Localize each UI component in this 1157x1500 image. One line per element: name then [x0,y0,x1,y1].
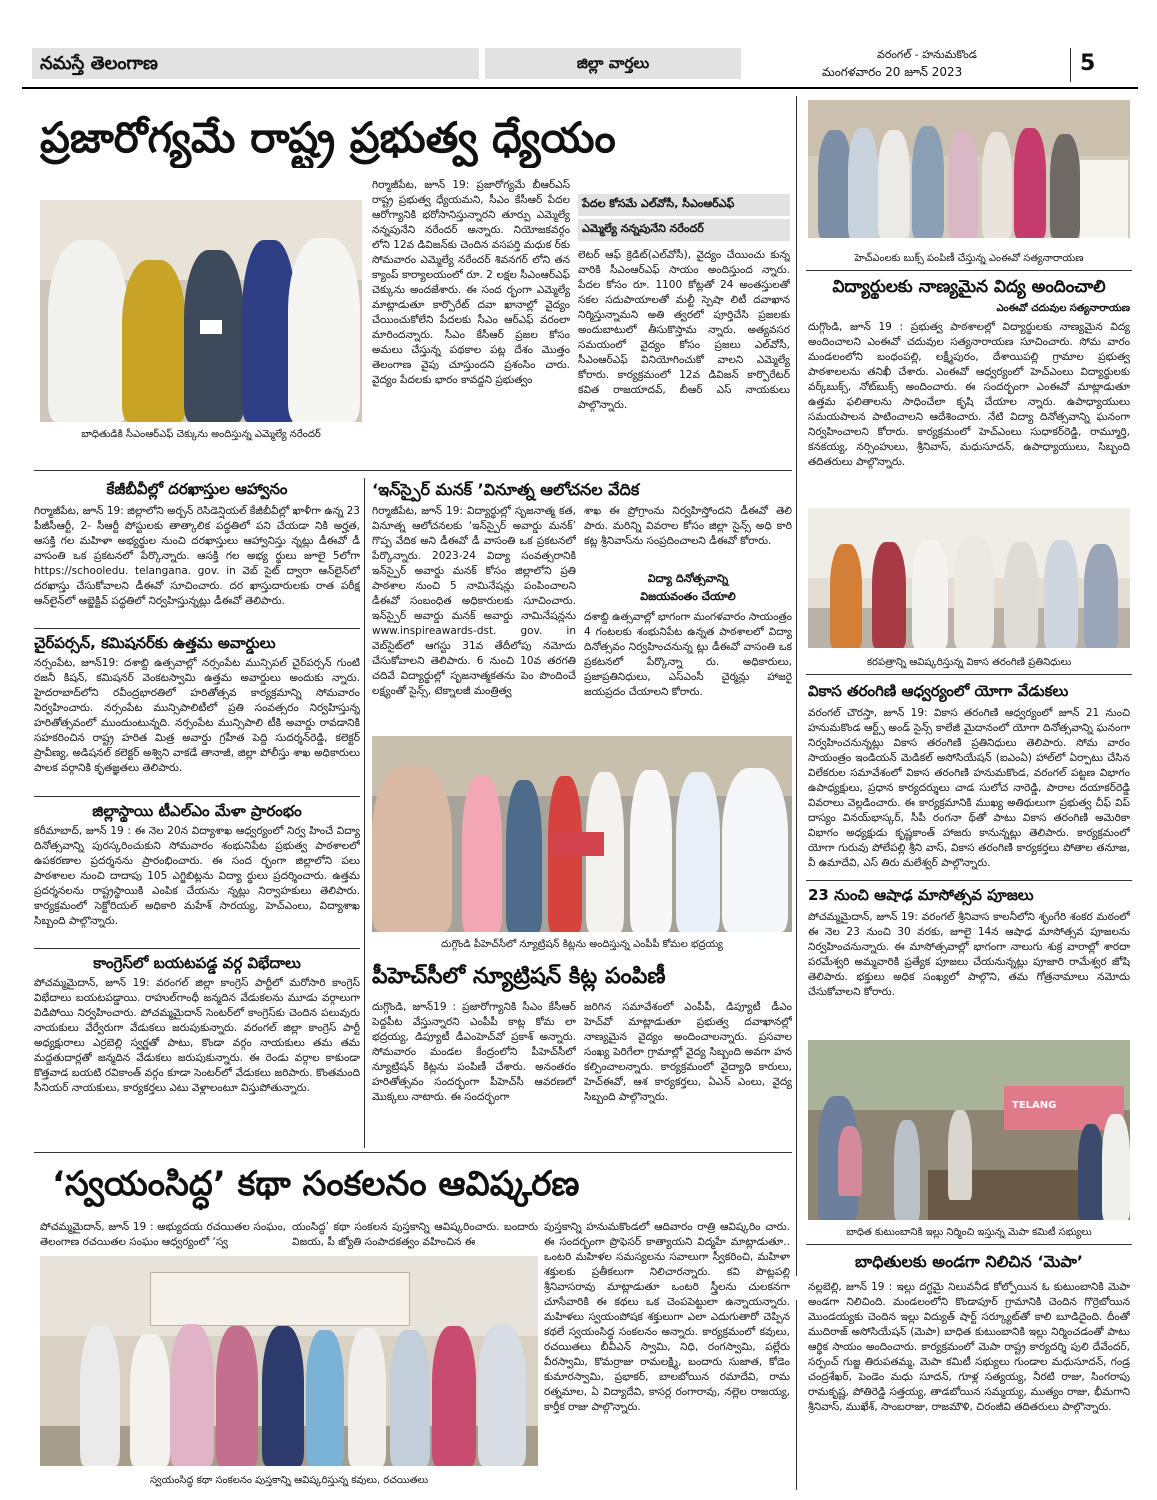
tlm-headline: జిల్లాస్థాయి టీఎల్‌ఎం మేళా ప్రారంభం [92,802,302,820]
kgbv-headline: కేజీబీవీల్లో దరఖాస్తుల ఆహ్వానం [106,480,288,498]
mepa-banner-text: TELANG [1012,1100,1057,1111]
swayam-intro-2: యంసిద్ధ’ కథా సంకలన పుస్తకాన్ని ఆవిష్కరించారు. బందారు విజయ, పీ జ్యోతి సంపాదకత్వం వహించిన ఈ [292,1221,538,1248]
swayam-photo-caption: స్వయంసిద్ధ కథా సంకలనం పుస్తకాన్ని ఆవిష్కరిస్తున్న కవులు, రచయితలు [149,1475,429,1486]
swayam-intro-1: పోచమ్మమైదాన్, జూన్ 19 : అభ్యుదయ రచయితల సంఘం, తెలంగాణ రచయితల సంఘం ఆధ్వర్యంలో ‘స్వ [40,1221,286,1248]
lead-subhead-2: ఎమ్మెల్యే నన్నపునేని నరేందర్ [578,219,790,241]
paper-name-bar [32,48,479,79]
nutrition-headline: పీహెచ్‌సీలో న్యూట్రిషన్ కిట్ల పంపిణీ [372,964,666,989]
inspire-subhead-1: విద్యా దినోత్సవాన్ని [647,572,729,585]
nutrition-body-col1: దుగ్గొండి, జూన్19 : ప్రజారోగ్యానికి సీఎం కేసీఆర్ పెద్దపీట వేస్తున్నారని ఎంపీపీ కాట్ల కోమ లా భద్రయ్య, డిప్యూటీ డీఎంహెచ్‌వో ప్రకాశ్ అన్నారు. సోమవారం మండల కేంద్రంలోని పీహెచ్‌సీలో న్యూట్రిషన్ కిట్లను పంపిణీ చేశారు. అనంతరం హరితోత్సవం సందర్భంగా పీహెచ్‌సీ ఆవరణలో మొక్కలు నాటారు. ఈ సందర్భంగా [372,1001,576,1103]
date-label: మంగళవారం 20 జూన్ 2023 [822,65,963,79]
edition-label: వరంగల్ - హనుమకొండ [877,48,977,61]
nutrition-body-col2: జరిగిన సమావేశంలో ఎంపీపీ, డిప్యూటీ డీఎం హెచ్‌వో మాట్లాడుతూ ప్రభుత్వ దవాఖానల్లో నాణ్యమైన వైద్యం అందించాలన్నారు. ప్రసవాల సంఖ్య పెరిగేలా గ్రామాల్లో వైద్య సిబ్బంది అవగా హన కల్పించాలన్నారు. కార్యక్రమంలో వైద్యాధి కారులు, హెచ్‌ఈవో, ఆశ కార్యకర్తలు, ఏఎన్ ఎంలు, వైద్య సిబ్బంది పాల్గొన్నారు. [584,1001,792,1103]
chairperson-headline: చైర్‌పర్సన్, కమిషనర్‌కు ఉత్తమ అవార్డులు [34,634,276,652]
mepa-body: నల్లబెల్లి, జూన్ 19 : ఇల్లు దగ్ధమై నిలువనీడ కోల్పోయిన ఓ కుటుంబానికి మెపా అండగా నిలిచింది. మండలంలోని కొండాపూర్ గ్రామానికి చెందిన గొర్రెబోయిన మొండయ్యకు చెందిన ఇల్లు విద్యుత్ షార్ట్ సర్క్యూట్‌తో కాలి బూడిదైంది. దీంతో ముదిరాజ్ అసోసియేషన్ (మెపా) బాధిత కుటుంబానికి ఇల్లు నిర్మించడంతో పాటు ఆర్థిక సాయం అందించారు. కార్యక్రమంలో మెపా రాష్ట్ర కార్యదర్శి పులి దేవేందర్, సర్పంచ్ గుజ్జ తిరుపతమ్మ, మెపా కమిటీ సభ్యులు గుండాల మధుసూదన్, గండ్ర చంద్రశేఖర్, పెండెం మధు సూదన్, గూళ్ల సత్యయ్య, నీరటి రాజు, సింగరాపు రామకృష్ణ, పోతిరెడ్డి సత్తయ్య, తాడబోయిన సమ్మయ్య, ముత్యం రాజు, భీమగాని శ్రీనివాస్, ముఖేశ్, సాంబరాజు, రాజమౌళి, చిరంజీవి తదితరులు పాల్గొన్నారు. [808,1281,1130,1413]
lead-subheads [578,194,790,241]
right-photo-mepa [808,1040,1130,1220]
right-photo-vikasa [808,508,1130,648]
section-name: జిల్లా వార్తలు [576,54,650,72]
lead-body-col2: లెటర్ ఆఫ్ క్రెడిట్(ఎల్‌వోసీ), వైద్యం చేయించు కున్న వారికి సీఎంఆర్‌ఎఫ్ సాయం అందిస్తుంద న్నారు. పేదల కోసం రూ. 1100 కోట్లతో 24 అంతస్తులతో సకల సదుపాయాలతో మల్టీ స్పెషా లిటీ దవాఖాన నిర్మిస్తున్నామని అతి త్వరలో పూర్తిచేసి ప్రజలకు అందుబాటులో తీసుకొస్తామ న్నారు. అత్యవసర సమయంలో వైద్యం కోసం ప్రజలు ఎల్‌వోసీ, సీఎంఆర్‌ఎఫ్ వినియోగించుకో వాలని ఎమ్మెల్యే కోరారు. కార్యక్రమంలో 12వ డివిజన్ కార్పొరేటర్ కవిత రాజయాదవ్, బీఆర్ ఎస్ నాయకులు పాల్గొన్నారు. [578,249,790,411]
education-subhead: ఎంఈవో చదువుల సత్యనారాయణ [996,303,1130,314]
nutrition-photo-caption: దుగ్గొండి పీహెచ్‌సీలో న్యూట్రిషన్ కిట్లను అందిస్తున్న ఎంపీపీ కోమల భద్రయ్య [441,939,723,950]
chairperson-body: నర్సంపేట, జూన్19: దశాబ్ది ఉత్సవాల్లో నర్సంపేట మున్సిపల్ చైర్‌పర్సన్ గుంటి రజనీ కిషన్, కమిషనర్ వెంకటస్వామి ఉత్తమ అవార్డులు అందుకు న్నారు. హైదరాబాద్‌లోని రవీంద్రభారతిలో హరితోత్సవ కార్యక్రమాన్ని సోమవారం నిర్వహించారు. నర్సంపేట మున్సిపాలిటీలో ప్రతి సంవత్సరం నిర్వహిస్తున్న హరితోత్సవంలో ముందుంటున్నది. నర్సంపేట మున్సిపాలి టీకి అవార్డు రావడానికి సహకరించిన రాష్ట్ర హరిత మిత్ర అవార్డు గ్రహీత పెద్ది సుదర్శన్‌రెడ్డి, కలెక్టర్ ప్రావీణ్య, అడిషనల్ కలెక్టర్ అశ్విని వాకడే తానాజీ, జిల్లా పోలీస్తు శాఖ అధికారులు పాలక వర్గానికి కృతజ్ఞతలు తెలిపారు. [34,657,360,774]
section-bar [485,48,741,79]
yoga-headline: వికాస తరంగిణి ఆధ్వర్యంలో యోగా వేడుకలు [808,682,1069,700]
right-photo-vikasa-caption: కరపత్రాన్ని ఆవిష్కరిస్తున్న వికాస తరంగిణి ప్రతినిధులు [866,657,1072,668]
education-headline: విద్యార్థులకు నాణ్యమైన విద్య అందించాలి [832,277,1106,297]
lead-headline: ప్రజారోగ్యమే రాష్ట్ర ప్రభుత్వ ధ్యేయం [40,113,616,162]
congress-body: పోచమ్మమైదాన్, జూన్ 19: వరంగల్ జిల్లా కాంగ్రెస్ పార్టీలో మరోసారి కాంగ్రెస్ విభేదాలు బయటపడ్డాయి. రాహుల్‌గాంధీ జన్మదిన వేడుకలను మూడు వర్గాలుగా విడిపోయి నిర్వహించారు. పోచమ్మమైదాన్ సెంటర్‌లో కాంగ్రెస్‌కు చెందిన పలువురు నాయకులు వేర్వేరుగా వేడుకలు జరుపుకున్నారు. వరంగల్ జిల్లా కాంగ్రెస్ పార్టీ అధ్యక్షురాలు ఎర్రబెల్లి స్వర్ణతో పాటు, కొండా వర్గం నాయకులు తమ తమ మద్దతుదార్లతో జన్మదిన వేడుకలు జరుపుకున్నారు. ఈ రెండు వర్గాల కాకుండా కొత్తవాడ బయటి రవికాంత్ వర్గం కూడా సెంటర్‌లో వేడుకలు జరిపారు. కొంతమంది సీనియర్ నాయకులు, కార్యకర్తలు ఎటు వెళ్లాలంటూ విస్తుపోతున్నారు. [34,977,360,1094]
lead-photo [40,200,362,422]
inspire-headline: ‘ఇన్‌స్పైర్ మనక్ ’వినూత్న ఆలోచనల వేదిక [372,480,640,499]
congress-headline: కాంగ్రెస్‌లో బయటపడ్డ వర్గ విభేదాలు [93,954,301,972]
inspire-subhead-2: విజయవంతం చేయాలి [640,590,736,603]
inspire-body-col2: శాఖ ఈ ప్రోగ్రాంను నిర్వహిస్తోందని డీఈవో తెలి పారు. మరిన్ని వివరాల కోసం జిల్లా సైన్స్ అధి కారి కట్ల శ్రీనివాస్‌ను సంప్రదించాలని డీఈవో కోరారు. [584,505,792,547]
masthead [22,44,1138,90]
swayam-headline: ‘స్వయంసిద్ధ’ కథా సంకలనం ఆవిష్కరణ [52,1164,580,1204]
education-body: దుగ్గొండి, జూన్ 19 : ప్రభుత్వ పాఠశాలల్లో విద్యార్థులకు నాణ్యమైన విద్య అందించాలని ఎంఈవో చదువుల సత్యనారాయణ సూచించారు. సోమ వారం మండలంలోని బంధంపల్లి, లక్ష్మీపురం, దేశాయిపల్లి గ్రామాల ప్రభుత్వ పాఠశాలలను తనిఖీ చేశారు. ఎంఈవో ఆధ్వర్యంలో హెచ్‌ఎంలు విద్యార్థులకు వర్క్‌బుక్స్, నోట్‌బుక్స్ అందించారు. ఈ సందర్భంగా ఎంఈవో మాట్లాడుతూ ఉత్తమ ఫలితాలను సాధించేలా కృషి చేయాల న్నారు. ఉపాధ్యాయులు సమయపాలన పాటించాలని ఆదేశించారు. నేటి విద్యా దినోత్సవాన్ని ఘనంగా నిర్వహించాలని కోరారు. కార్యక్రమంలో హెచ్‌ఎంలు సుధాకర్‌రెడ్డి, రామ్మూర్తి, కనకయ్య, నర్సింహులు, శ్రీనివాస్, మధుసూదన్, ఉపాధ్యాయులు, సిబ్బంది తదితరులు పాల్గొన్నారు. [808,321,1130,468]
lead-subhead-1: పేదల కోసమే ఎల్‌వోసీ, సీఎంఆర్‌ఎఫ్ [578,194,790,216]
swayam-body-col3: పుస్తకాన్ని హనుమకొండలో ఆదివారం రాత్రి ఆవిష్కరిం చారు. ఈ సందర్భంగా ప్రొఫెసర్ కాత్యాయని విద్మహే మాట్లాడుతూ.. ఒంటరి మహిళల సమస్యలను సవాలుగా స్వీకరించి, మహిళా శక్తులకు ప్రతీకలుగా నిలిచారన్నారు. కవి పొట్లపల్లి శ్రీనివాసరావు మాట్లాడుతూ ఒంటరి స్త్రీలను చులకనగా చూసేవారికి ఈ కథలు ఒక చెంపపెట్టులా ఉన్నాయన్నారు. మహిళలు స్వయంపోషక శక్తులుగా ఎలా ఎదుగుతారో చెప్పిన కథలే స్వయంసిద్ధ సంకలనం అన్నారు. కార్యక్రమంలో కవులు, రచయితలు బీవీఎన్ స్వామి, నిధి, రంగస్వామి, పల్లేరు వీరస్వామి, కొమర్రాజు రామలక్ష్మి, బందారు సుజాత, కోడెం కుమారస్వామి, ప్రభాకర్, బాలబోయిన రమాదేవి, రామ రత్నమాల, ఏ విద్యాదేవి, కాసర్ల రంగారావు, నల్లెల రాజయ్య, కార్తీక రాజు పాల్గొన్నారు. [544,1221,790,1413]
paper-name: నమస్తే తెలంగాణ [40,53,158,74]
lead-photo-caption: బాధితుడికి సీఎంఆర్‌ఎఫ్ చెక్కును అందిస్తున్న ఎమ్మెల్యే నరేందర్ [81,429,321,440]
right-photo-books-caption: హెచ్‌ఎంలకు బుక్స్ పంపిణీ చేస్తున్న ఎంఈవో సత్యనారాయణ [854,253,1084,264]
inspire-body-col1: గిర్మాజీపేట, జూన్ 19: విద్యార్థుల్లో సృజనాత్మ కత, వినూత్న ఆలోచనలకు ‘ఇన్‌స్పైర్ అవార్డు మనక్’ గొప్ప వేదిక అని డీఈవో డీ వాసంతి ఒక ప్రకటనలో పేర్కొన్నారు. 2023-24 విద్యా సంవత్సరానికి ఇన్‌స్పైర్ అవార్డు మనక్ కోసం జిల్లాలోని ప్రతి పాఠశాల నుంచి 5 నామినేషన్లు పంపించాలని డీఈవో సంబంధిత అధికారులకు సూచించారు. ఇన్‌స్పైర్ అవార్డు మనక్ అవార్డు నామినేషన్లను www.inspireawards-dst. gov. in వెబ్‌సైట్‌లో ఆగస్టు 31వ తేదీలోపు నమోదు చేసుకోవాలని తెలిపారు. 6 నుంచి 10వ తరగతి చదివే విద్యార్థుల్లో సృజనాత్మకతను పెం పొందించే లక్ష్యంతో సైన్స్, టెక్నాలజీ మంత్రిత్వ [372,505,576,697]
right-photo-books [808,100,1130,238]
mepa-headline: బాధితులకు అండగా నిలిచిన ‘మెపా’ [855,1252,1083,1271]
kgbv-body: గిర్మాజీపేట, జూన్ 19: జిల్లాలోని అర్బన్ రెసిడెన్షియల్ కేజీబీవీల్లో ఖాళీగా ఉన్న 23 పీజీసీఆర్టీ, 2- సీఆర్టీ పోస్టులకు తాత్కాలిక పద్ధతిలో పని చేయడా నికి అర్హత, ఆసక్తి గల మహిళా అభ్యర్థుల నుంచి దరఖాస్తులు ఆహ్వానిస్తు న్నట్లు డీఈవో డీ వాసంతి ఒక ప్రకటనలో పేర్కొన్నారు. ఆసక్తి గల అభ్య ర్థులు జూలై 5లోగా https://schooledu. telangana. gov. in వెబ్ సైట్ ద్వారా ఆన్‌లైన్‌లో దరఖాస్తు చేసుకోవాలని డీఈవో సూచించారు. దర ఖాస్తుదారులకు రాత పరీక్ష ఆన్‌లైన్‌లో ఆబ్జెక్టివ్ పద్ధతిలో నిర్వహిస్తున్నట్లు డీఈవో తెలిపారు. [34,505,360,607]
inspire-body-col3: దశాబ్ది ఉత్సవాల్లో భాగంగా మంగళవారం సాయంత్రం 4 గంటలకు శంభునిపేట ఉన్నత పాఠశాలలో విద్యా దినోత్సవం నిర్వహించనున్న ట్లు డీఈవో వాసంతి ఒక ప్రకటనలో పేర్కొన్నా రు. అధికారులు, ప్రజాప్రతినిధులు, ఎస్ఎంసీ చైర్మన్లు హాజరై జయప్రదం చేయాలని కోరారు. [584,611,792,698]
page-number: 5 [1080,51,1096,76]
ashada-headline: 23 నుంచి ఆషాఢ మాసోత్సవ పూజలు [808,886,1034,904]
swayam-photo [40,1256,538,1466]
tlm-body: కరీమాబాద్, జూన్ 19 : ఈ నెల 20న విద్యాశాఖ ఆధ్వర్యంలో నిర్వ హించే విద్యా దినోత్సవాన్ని పురస్కరించుకుని సోమవారం శంభునిపేట ప్రభుత్వ పాఠశాలలో ఉపకరణాల ప్రదర్శనను ప్రారంభించారు. ఈ సంద ర్భంగా జిల్లాలోని పలు పాఠశాలల నుంచి దాదాపు 105 ఎగ్జిబిట్లను విద్యా ర్థులు ప్రదర్శించారు. ఉత్తమ ప్రదర్శనలను రాష్ట్రస్థాయికి ఎంపిక చేయను న్నట్లు నిర్వాహకులు తెలిపారు. కార్యక్రమంలో సెక్టోరియల్ అధికారి మహేశ్ సారయ్య, హెచ్‌ఎంలు, విద్యాశాఖ సిబ్బంది పాల్గొన్నారు. [34,825,360,927]
right-photo-mepa-caption: బాధిత కుటుంబానికి ఇల్లు నిర్మించి ఇస్తున్న మెపా కమిటీ సభ్యులు [846,1227,1092,1238]
lead-body-col1: గిర్మాజీపేట, జూన్ 19: ప్రజారోగ్యమే బీఆర్‌ఎస్ రాష్ట్ర ప్రభుత్వ ధ్యేయమని, సీఎం కేసీఆర్ పేదల ఆరోగ్యానికి భరోసానిస్తున్నారని తూర్పు ఎమ్మెల్యే నన్నపునేని నరేందర్ అన్నారు. నియోజకవర్గం లోని 12వ డివిజన్‌కు చెందిన వసపర్తి మధుక ర్‌కు సోమవారం ఎమ్మెల్యే నరేందర్ శివనగర్ లోని తన క్యాంప్ కార్యాలయంలో రూ. 2 లక్షల సీఎంఆర్‌ఎఫ్ చెక్కును అందజేశారు. ఈ సంద ర్భంగా ఎమ్మెల్యే మాట్లాడుతూ కార్పొరేట్ దవా ఖానాల్లో వైద్యం చేయించుకోలేని పేదలకు సీఎం ఆర్‌ఎఫ్ వరంలా మారిందన్నారు. సీఎం కేసీఆర్ ప్రజల కోసం అమలు చేస్తున్న పథకాల పట్ల దేశం మొత్తం తెలంగాణ వైపు చూస్తుందని ప్రశంసిం చారు. వైద్యం పేదలకు భారం కావద్దని ప్రభుత్వం [372,179,570,386]
yoga-body: వరంగల్ చౌరస్తా, జూన్ 19: వికాస తరంగిణి ఆధ్వర్యంలో జూన్ 21 నుంచి హనుమకొండ ఆర్ట్స్ అండ్ సైన్స్ కాలేజీ మైదానంలో యోగా దినోత్సవాన్ని ఘనంగా నిర్వహించనున్నట్లు వికాస తరంగిణి ప్రతినిధులు తెలిపారు. సోమ వారం సాయంత్రం ఇండియన్ మెడికల్ అసోసియేషన్ (ఐఎంఏ) హాల్‌లో ఏర్పాటు చేసిన విలేకరుల సమావేశంలో వికాస తరంగిణి హనుమకొండ, వరంగల్ పట్టణ విభాగం ఉపాధ్యక్షులు, ప్రధాన కార్యదర్శులు చాడ సులోచ నారెడ్డి, పారాల దయాకర్‌రెడ్డి వివరాలు వెల్లడించారు. ఈ కార్యక్రమానికి ముఖ్య అతిథులుగా ప్రభుత్వ చీఫ్ విప్ దాస్యం వినయ్‌భాస్కర్, సీపీ రంగనా థ్‌తో పాటు వికాస తరంగిణి అమెరికా విభాగం అధ్యక్షుడు కృష్ణకాంత్ హాజరు కానున్నట్లు తెలిపారు. కార్యక్రమంలో యోగా గురువు పోలేపల్లి శ్రీని వాస్, వికాస తరంగిణి కార్యకర్తలు పోతాల తనూజ, వీ ఉమాదేవి, ఎస్ తిరు మలేశ్వర్ పాల్గొన్నారు. [808,707,1130,869]
nutrition-photo [372,736,792,932]
ashada-body: పోచమ్మమైదాన్, జూన్ 19: వరంగల్ శ్రీనివాస కాలనీలోని శృంగేరి శంకర మఠంలో ఈ నెల 23 నుంచి 30 వరకు, జూలై 14న ఆషాఢ మాసోత్సవ పూజలను నిర్వహించనున్నారు. ఈ మాసోత్సవాల్లో భాగంగా నాలుగు శుక్ర వారాల్లో శారదా పరమేశ్వరి అమ్మవారికి ప్రత్యేక పూజలు చేయనున్నట్లు పూజారి రామేశ్వర జోషి తెలిపారు. భక్తులు అధిక సంఖ్యలో పాల్గొని, తమ గోత్రనామాలు నమోదు చేసుకోవాలని కోరారు. [808,911,1130,998]
